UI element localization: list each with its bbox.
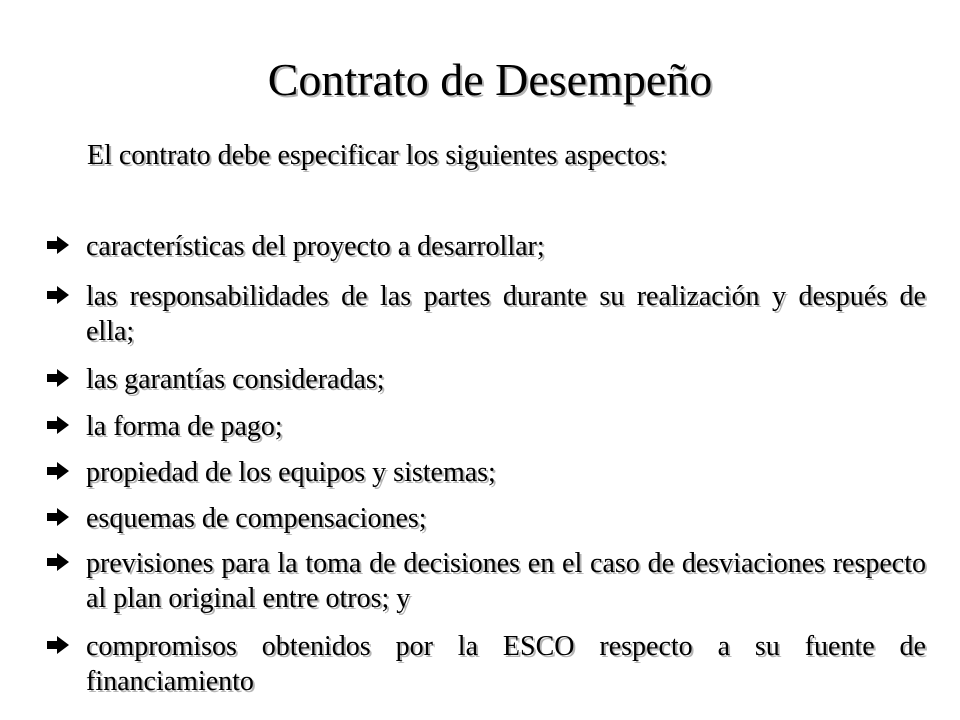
list-item (46, 362, 926, 397)
list-item (46, 455, 926, 490)
right-arrow-icon (46, 455, 86, 481)
list-item-text: características del proyecto a desarrollar; (86, 231, 545, 262)
list-item (46, 629, 926, 699)
right-arrow-icon (46, 546, 86, 572)
list-item (46, 409, 926, 444)
right-arrow-icon (46, 409, 86, 435)
list-item-text: las garantías consideradas; (86, 364, 385, 395)
right-arrow-icon (46, 629, 86, 655)
list-item (46, 546, 926, 616)
right-arrow-icon (46, 229, 86, 255)
list-item-text: compromisos obtenidos por la ESCO respecto a su fuente de financiamiento (86, 631, 926, 697)
list-item-text: propiedad de los equipos y sistemas; (86, 457, 496, 488)
right-arrow-icon (46, 501, 86, 527)
list-item-text: previsiones para la toma de decisiones en el caso de desviaciones respecto al plan original entre otros; y (86, 548, 926, 614)
intro-text: El contrato debe especificar los siguientes aspectos: (87, 140, 668, 171)
list-item-text: las responsabilidades de las partes durante su realización y después de ella; (86, 281, 926, 347)
list-item-text: la forma de pago; (86, 411, 283, 442)
list-item (46, 501, 926, 536)
list-item (46, 279, 926, 349)
right-arrow-icon (46, 362, 86, 388)
list-item (46, 229, 926, 264)
right-arrow-icon (46, 279, 86, 305)
slide-title: Contrato de Desempeño (267, 54, 713, 105)
list-item-text: esquemas de compensaciones; (86, 503, 427, 534)
